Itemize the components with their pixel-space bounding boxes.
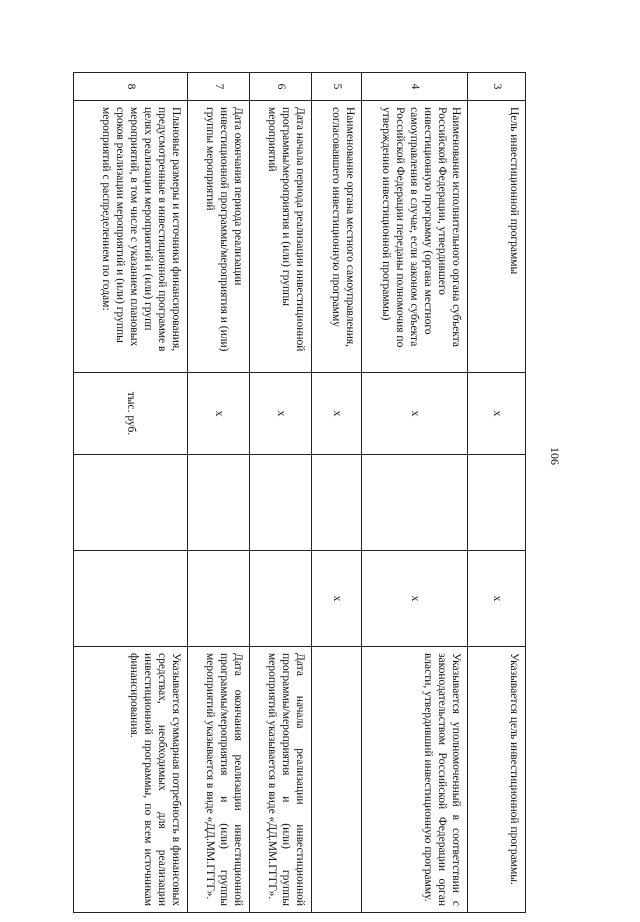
row-description	[312, 647, 362, 913]
row-name: Наименование исполнительного органа субъекта Российской Федерации, утвердившего инвестиционную программу (органа местного самоуправления в случае, если законом субъекта Российской Федерации переданы полномочия по утверждению инвестиционной программы)	[362, 101, 468, 373]
row-mark	[188, 551, 250, 647]
row-number: 6	[250, 73, 312, 101]
row-unit: тыс. руб.	[74, 373, 188, 455]
row-value	[188, 455, 250, 551]
row-unit: х	[468, 373, 526, 455]
row-name: Дата начала периода реализации инвестиционной программы/мероприятия и (или) группы мероприятий	[250, 101, 312, 373]
row-value	[74, 455, 188, 551]
row-name: Плановые размеры и источники финансирования, предусмотренные в инвестиционной программе в целях реализации мероприятий и (или) групп мероприятий, в том числе с указанием плановых сроков реализации мероприятий и (или) группы мероприятий с распределением по годам:	[74, 101, 188, 373]
row-mark: х	[362, 551, 468, 647]
row-description: Указывается суммарная потребность в финансовых средствах, необходимых для реализации инвестиционной программы, по всем источникам финансирования.	[74, 647, 188, 913]
row-name: Цель инвестиционной программы	[468, 101, 526, 373]
row-description: Указывается цель инвестиционной программы.	[468, 647, 526, 913]
row-unit: х	[362, 373, 468, 455]
row-description: Указывается уполномоченный в соответствии с законодательством Российской Федерации орган власти, утвердивший инвестиционную программу.	[362, 647, 468, 913]
table-row	[188, 73, 250, 913]
row-description: Дата начала реализации инвестиционной программы/мероприятия и (или) группы мероприятий указывается в виде «ДД.ММ.ГГГГ».	[250, 647, 312, 913]
table-row	[312, 73, 362, 913]
row-number: 3	[468, 73, 526, 101]
table-row	[250, 73, 312, 913]
table-row	[468, 73, 526, 913]
row-unit: х	[250, 373, 312, 455]
row-number: 8	[74, 73, 188, 101]
row-description: Дата окончания реализации инвестиционной программы/мероприятия и (или) группы мероприятий указывается в виде «ДД.ММ.ГГГГ».	[188, 647, 250, 913]
row-unit: х	[312, 373, 362, 455]
row-name: Дата окончания периода реализации инвестиционной программы/мероприятия и (или) группы мероприятий	[188, 101, 250, 373]
row-mark: х	[312, 551, 362, 647]
row-value	[312, 455, 362, 551]
page-number: 106	[548, 447, 562, 465]
requirements-table	[73, 72, 526, 913]
row-value	[362, 455, 468, 551]
row-mark: х	[468, 551, 526, 647]
row-unit: х	[188, 373, 250, 455]
row-value	[468, 455, 526, 551]
table-row	[362, 73, 468, 913]
row-name: Наименование органа местного самоуправления, согласовавшего инвестиционную программу	[312, 101, 362, 373]
row-mark	[250, 551, 312, 647]
row-mark	[74, 551, 188, 647]
row-number: 7	[188, 73, 250, 101]
row-value	[250, 455, 312, 551]
row-number: 5	[312, 73, 362, 101]
rotated-table-wrapper	[74, 72, 526, 912]
row-number: 4	[362, 73, 468, 101]
table-row	[74, 73, 188, 913]
